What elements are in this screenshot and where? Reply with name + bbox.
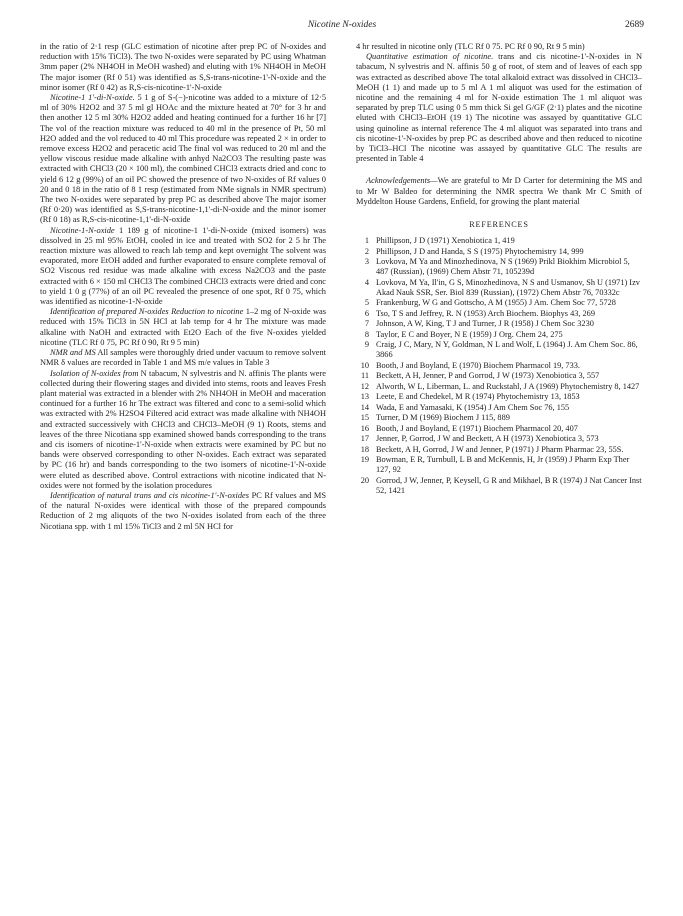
references-heading: REFERENCES	[469, 220, 529, 230]
paragraph-lead: Quantitative estimation of nicotine.	[366, 52, 494, 62]
reference-item	[356, 413, 642, 423]
reference-number: 20	[360, 475, 369, 485]
right-column	[356, 42, 642, 496]
reference-text: Jenner, P, Gorrod, J W and Beckett, A H (1973) Xenobiotica 3, 573	[376, 434, 599, 444]
left-paragraph	[40, 93, 326, 226]
reference-text: Gorrod, J W, Jenner, P, Keysell, G R and Mikhael, B R (1974) J Nat Cancer Inst 52, 1421	[376, 475, 642, 495]
paragraph-text: trans and cis nicotine-1'-N-oxides in N tabacum, N sylvestris and N. affinis 50 g of root, of stem and of leaves of each spp was extracted as described above The total alkaloid extract was dissolved in CHCl3–MeOH (1 1) and made up to 5 ml A 1 ml aliquot was used for the estimation of nicotine and the remaining 4 ml for N-oxide estimation The 1 ml aliquot was separated by prep TLC using 0 5 mm thick Si gel G/GF (2·1) plates and the nicotine eluted with CHCl3–EtOH (19 1) The nicotine was assayed by quantitative GLC using quinoline as internal reference The 4 ml aliquot was separated into trans and cis nicotine-1'-N-oxides by prep PC as described above and then reduced to nicotine by TiCl3–HCl The nicotine was assayed by quantitative GLC The results are presented in Table 4	[356, 52, 642, 164]
reference-item	[356, 330, 642, 340]
reference-text: Leete, E and Chedekel, M R (1974) Phytochemistry 13, 1853	[376, 392, 580, 402]
reference-text: Tso, T S and Jeffrey, R. N (1953) Arch Biochem. Biophys 43, 269	[376, 308, 595, 318]
reference-item	[356, 476, 642, 496]
paragraph-text: PC Rf values and MS of the natural N-oxides were identical with those of the prepared compounds Reduction of 2 mg aliquots of the two N-oxides isolated from each of the three Nicotiana spp. with 1 ml 15% TiCl3 and 2 ml 5N HCl for	[40, 490, 326, 531]
left-paragraph	[40, 226, 326, 308]
reference-number: 17	[360, 434, 369, 444]
experimental-continued	[356, 42, 642, 164]
reference-number: 9	[364, 340, 369, 350]
running-header	[40, 20, 644, 36]
reference-text: Craig, J C, Mary, N Y, Goldman, N L and Wolf, L (1964) J. Am Chem Soc. 86, 3866	[376, 340, 638, 360]
reference-text: Beckett, A H, Gorrod, J W and Jenner, P (1971) J Pharm Pharmac 23, 55S.	[376, 444, 624, 454]
paragraph-text: 5 1 g of S-(−)-nicotine was added to a mixture of 12·5 ml of 30% H2O2 and 37 5 ml gl HOAc and the mixture heated at 70° for 3 hr and then another 12 5 ml 30% H2O2 added and heating continued for a further 16 hr [7] The vol of the reaction mixture was reduced to 40 ml in the presence of Pt, 50 ml H2O added and the vol reduced to 40 ml This procedure was repeated 2 × in order to remove excess H2O2 and peracetic acid The final vol was reduced to 20 ml and the yellow viscous residue made alkaline with anhyd Na2CO3 The resulting paste was extracted with CHCl3 (20 × 100 ml), the combined CHCl3 extracts dried and conc to yield 6 12 g (99%) of an oil PC showed the presence of two N-oxides of Rf values 0 20 and 0 18 in the ratio of 8 1 resp (estimated from NMe signals in NMR spectrum) The two N-oxides were separated by prep PC as described above The major isomer (Rf 0·20) was identified as S,S-trans-nicotine-1,1'-di-N-oxide and the minor isomer (Rf 0 18) as R,S-cis-nicotine-1,1'-di-N-oxide	[40, 93, 327, 225]
paragraph-lead: Nicotine-1 1'-di-N-oxide.	[50, 93, 135, 103]
paragraph-lead: Isolation of N-oxides from	[50, 368, 139, 378]
reference-text: Frankenburg, W G and Gottscho, A M (1955) J Am. Chem Soc 77, 5728	[376, 298, 616, 308]
reference-item	[356, 455, 642, 475]
reference-number: 12	[360, 381, 369, 391]
paragraph-lead: Identification of natural trans and cis nicotine-1'-N-oxides	[50, 490, 250, 500]
reference-item	[356, 309, 642, 319]
reference-item	[356, 382, 642, 392]
paragraph-lead: Nicotine-1-N-oxide	[50, 225, 115, 235]
paragraph-lead: Identification of prepared N-oxides Reduction to nicotine	[50, 307, 244, 317]
reference-text: Turner, D M (1969) Biochem J 115, 889	[376, 413, 510, 423]
reference-item	[356, 247, 642, 257]
paragraph-text: 1–2 mg of N-oxide was reduced with 15% TiCl3 in 5N HCl at lab temp for 4 hr The mixture was made alkaline with NaOH and extracted with Et2O Each of the five N-oxides yielded nicotine (TLC Rf 0 75, PC Rf 0 90, Rt 9 5 min)	[40, 307, 326, 347]
reference-number: 2	[364, 246, 369, 256]
reference-item	[356, 257, 642, 277]
reference-item	[356, 371, 642, 381]
reference-text: Lovkova, M Ya and Minozhedinova, N S (1969) Prikl Biokhim Microbiol 5, 487 (Russian), (1969) Chem Abstr 71, 105239d	[376, 257, 630, 277]
left-column	[40, 42, 326, 532]
reference-text: Taylor, E C and Boyer, N E (1959) J Org. Chem 24, 275	[376, 329, 563, 339]
reference-number: 5	[364, 298, 369, 308]
reference-text: Phillipson, J D and Handa, S S (1975) Phytochemistry 14, 999	[376, 246, 584, 256]
reference-item	[356, 278, 642, 298]
paragraph-text: in the ratio of 2·1 resp (GLC estimation of nicotine after prep PC of N-oxides and reduction with 15% TiCl3). The two N-oxides were separated by PC using Whatman 3mm paper (2% NH4OH in MeOH washed) and eluting with 1% NH4OH in MeOH The major isomer (Rf 0 51) was identified as S,S-trans-nicotine-1'-N-oxide and the minor isomer (Rf 0 42) as R,S-cis-nicotine-1'-N-oxide	[40, 42, 326, 92]
reference-number: 8	[364, 329, 369, 339]
reference-text: Beckett, A H, Jenner, P and Gorrod, J W (1973) Xenobiotica 3, 557	[376, 371, 600, 381]
reference-text: Wada, E and Yamasaki, K (1954) J Am Chem Soc 76, 155	[376, 402, 570, 412]
reference-item	[356, 445, 642, 455]
reference-number: 6	[364, 308, 369, 318]
paragraph-text: 1 189 g of nicotine-1 1'-di-N-oxide (mixed isomers) was dissolved in 25 ml 95% EtOH, cooled in ice and treated with SO2 for 2 5 hr The reaction mixture was allowed to reach lab temp and kept overnight The solvent was evaporated, more EtOH added and further evaporated to ensure complete removal of SO2 Viscous red residue was made alkaline with excess Na2CO3 and the paste extracted with 6 × 150 ml CHCl3 The combined CHCl3 extracts were dried and conc to yield 1 0 g (77%) of an oil PC revealed the presence of one spot, Rf 0 75, which was identified as nicotine-1-N-oxide	[40, 225, 326, 307]
acknowledgements-text: We are grateful to Mr D Carter for determining the MS and to Mr W Baldeo for determining the NMR spectra We thank Mr C Smith of Myddelton House Gardens, Enfield, for growing the plant material	[356, 176, 642, 206]
left-paragraph	[40, 348, 326, 368]
references-list	[356, 236, 642, 496]
paragraph-text: 4 hr resulted in nicotine only (TLC Rf 0 75. PC Rf 0 90, Rt 9 5 min)	[356, 42, 585, 51]
page-number: 2689	[625, 20, 644, 30]
right-paragraph	[356, 52, 642, 164]
reference-number: 14	[360, 402, 369, 412]
reference-number: 18	[360, 444, 369, 454]
reference-text: Alworth, W L, Liberman, L. and Ruckstahl, J A (1969) Phytochemistry 8, 1427	[376, 381, 640, 391]
reference-text: Bowman, E R, Turnbull, L B and McKennis, H, Jr (1959) J Pharm Exp Ther 127, 92	[376, 455, 630, 475]
reference-item	[356, 298, 642, 308]
acknowledgements-lead: Acknowledgements—	[366, 176, 438, 186]
paragraph-text: N tabacum, N sylvestris and N. affinis The plants were collected during their flowering stages and divided into stems, roots and leaves Fresh plant material was extracted in a blender with 2% NH4OH in MeOH and maceration continued for a further 16 hr The extract was filtered and conc to a semi-solid which was extracted with 2% H2SO4 Filtered acid extract was made alkaline with NH4OH and extracted successively with CHCl3 and CHCl3–MeOH (9 1) Roots, stems and leaves of the three Nicotiana spp examined showed bands corresponding to the trans and cis isomers of nicotine-1'-N-oxide when extracts were examined by PC but no bands were observed corresponding to other N-oxides. Each extract was separated by PC (16 hr) and bands corresponding to the two isomers of nicotine-1'-N-oxide were eluted as described above. Control extractions with nicotine indicated that N-oxides were not formed by the isolation procedures	[40, 368, 326, 490]
reference-item	[356, 424, 642, 434]
left-paragraph	[40, 491, 326, 532]
right-paragraph	[356, 42, 642, 52]
paragraph-text: All samples were thoroughly dried under vacuum to remove solvent NMR δ values are recorded in Table 1 and MS m/e values in Table 3	[40, 348, 327, 368]
reference-number: 4	[364, 277, 369, 287]
reference-text: Booth, J and Boyland, E (1971) Biochem Pharmacol 20, 407	[376, 423, 578, 433]
acknowledgements	[356, 176, 642, 207]
paragraph-lead: NMR and MS	[50, 348, 96, 358]
left-paragraph	[40, 307, 326, 348]
reference-number: 10	[360, 360, 369, 370]
left-paragraph	[40, 369, 326, 491]
reference-item	[356, 340, 642, 360]
reference-number: 3	[364, 257, 369, 267]
reference-number: 11	[361, 371, 369, 381]
reference-text: Phillipson, J D (1971) Xenobiotica 1, 419	[376, 236, 515, 246]
reference-number: 19	[360, 455, 369, 465]
reference-item	[356, 319, 642, 329]
reference-text: Booth, J and Boyland, E (1970) Biochem Pharmacol 19, 733.	[376, 360, 580, 370]
reference-number: 15	[360, 413, 369, 423]
reference-item	[356, 434, 642, 444]
reference-item	[356, 361, 642, 371]
reference-number: 16	[360, 423, 369, 433]
left-paragraph	[40, 42, 326, 93]
reference-item	[356, 403, 642, 413]
reference-text: Johnson, A W, King, T J and Turner, J R (1958) J Chem Soc 3230	[376, 319, 594, 329]
reference-number: 1	[364, 236, 369, 246]
reference-item	[356, 236, 642, 246]
running-title: Nicotine N-oxides	[307, 20, 377, 30]
reference-item	[356, 392, 642, 402]
reference-text: Lovkova, M Ya, Il'in, G S, Minozhedinova, N S and Usmanov, Sh U (1971) Izv Akad Nauk SSR, Ser. Biol 839 (Russian), (1972) Chem Abstr 76, 70332c	[376, 277, 640, 297]
reference-number: 7	[364, 319, 369, 329]
reference-number: 13	[360, 392, 369, 402]
